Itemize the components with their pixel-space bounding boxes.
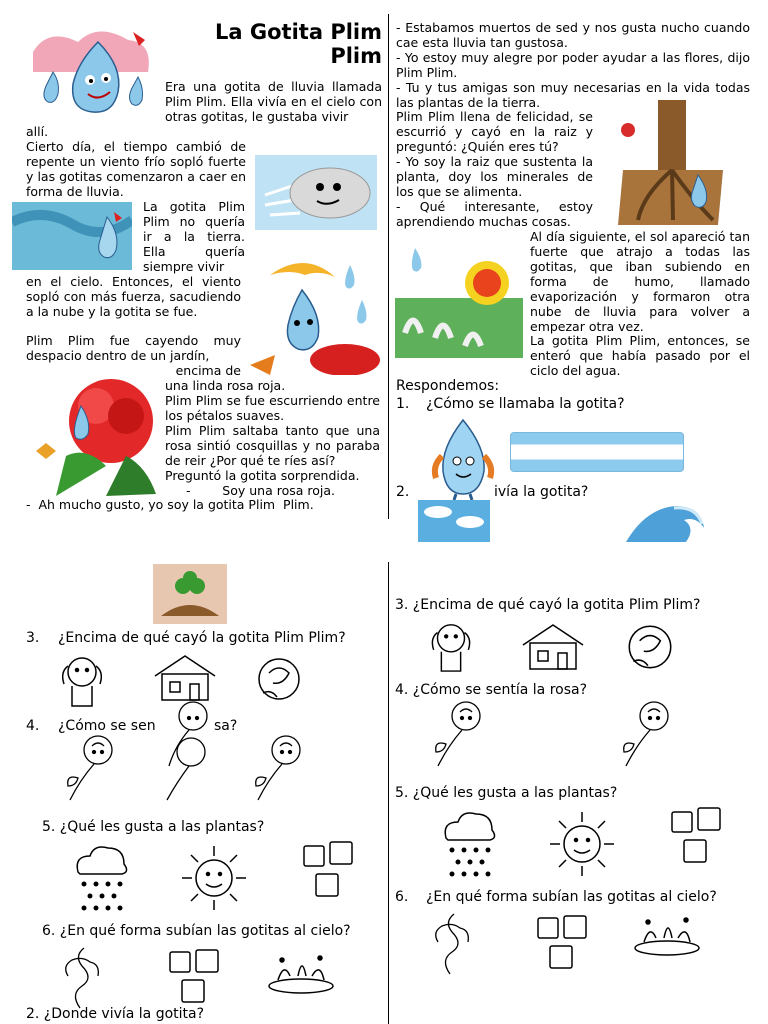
story-paragraph-4b: encima de bbox=[175, 363, 241, 378]
house-option-icon[interactable] bbox=[150, 652, 220, 702]
rose-option-icon-right[interactable] bbox=[622, 620, 678, 676]
gotita-character bbox=[428, 416, 498, 501]
left-question-4-number: 4. bbox=[26, 718, 40, 734]
question-2-partial: ivía la gotita? bbox=[494, 484, 589, 500]
rose-feeling-option-3[interactable] bbox=[248, 730, 310, 804]
rose-feeling-option-2[interactable] bbox=[155, 696, 219, 804]
column-divider-top bbox=[388, 14, 389, 519]
splash-option-icon[interactable] bbox=[264, 952, 338, 996]
steam-option-icon-right[interactable] bbox=[430, 912, 476, 976]
story-dialogue-1: - Estabamos muertos de sed y nos gusta nucho cuando cae esta lluvia tan gustosa. bbox=[396, 20, 750, 50]
story-dialogue-interesting: - Qué interesante, estoy aprendiendo muchas cosas. bbox=[396, 199, 593, 229]
story-paragraph-sun: Al día siguiente, el sol apareció tan fuerte que atrajo a todas las gotitas, que iban subiendo en forma de humo, llamado evaporización y formaron otra nube de lluvia para volver a empezar otra vez. bbox=[530, 229, 750, 334]
sky-clouds-option bbox=[418, 500, 490, 542]
tree-root-illustration bbox=[603, 100, 738, 225]
right-question-6-number: 6. bbox=[395, 889, 409, 905]
steam-option-icon[interactable] bbox=[60, 946, 106, 1010]
ice-cubes-rise-option-icon-right[interactable] bbox=[534, 912, 594, 974]
soil-sprout-illustration bbox=[153, 564, 227, 624]
dog-option-icon-right[interactable] bbox=[424, 616, 478, 676]
story-dialogue-root: - Yo soy la raiz que sustenta la planta, doy los minerales de los que se alimenta. bbox=[396, 154, 593, 199]
ice-cubes-rise-option-icon[interactable] bbox=[166, 946, 226, 1008]
rose-feeling-option-1[interactable] bbox=[60, 730, 122, 804]
story-paragraph-3: La gotita Plim Plim no quería ir a la tierra. Ella quería siempre vivir bbox=[143, 199, 245, 274]
ocean-wave-option bbox=[626, 498, 708, 542]
story-paragraph-9: - Ah mucho gusto, yo soy la gotita Plim Plim. bbox=[26, 497, 314, 512]
left-question-3-number: 3. bbox=[26, 630, 40, 646]
ice-cubes-option-icon[interactable] bbox=[300, 838, 358, 902]
story-paragraph-7: Preguntó la gotita sorprendida. bbox=[165, 468, 360, 483]
left-question-3: ¿Encima de qué cayó la gotita Plim Plim? bbox=[58, 630, 346, 646]
story-paragraph-2: Cierto día, el tiempo cambió de repente un viento frío sopló fuerte y las gotitas comenzaron a caer en forma de lluvia. bbox=[26, 139, 246, 199]
answer-box-name[interactable] bbox=[510, 432, 684, 472]
story-title: La Gotita Plim Plim bbox=[215, 20, 382, 68]
left-question-4-end: sa? bbox=[214, 718, 238, 734]
right-question-6: ¿En qué forma subían las gotitas al cielo? bbox=[426, 889, 717, 905]
gotita-rain-illustration bbox=[28, 22, 158, 115]
story-paragraph-root-question: Plim Plim llena de felicidad, se escurrió y cayó en la raiz y preguntó: ¿Quién eres tú? bbox=[396, 109, 593, 154]
rain-cloud-option-icon[interactable] bbox=[72, 842, 130, 914]
rain-drops-illustration bbox=[12, 202, 132, 270]
ice-cubes-option-icon-right[interactable] bbox=[668, 804, 726, 868]
story-paragraph-4: Plim Plim fue cayendo muy despacio dentro de un jardín, bbox=[26, 333, 241, 363]
question-1-number: 1. bbox=[396, 396, 410, 412]
sun-option-icon[interactable] bbox=[176, 842, 252, 914]
right-question-5: 5. ¿Qué les gusta a las plantas? bbox=[395, 785, 618, 801]
story-paragraph-ending: La gotita Plim Plim, entonces, se enteró que había pasado por el ciclo del agua. bbox=[530, 333, 750, 378]
left-question-2: 2. ¿Donde vivía la gotita? bbox=[26, 1006, 205, 1022]
dog-option-icon[interactable] bbox=[54, 650, 110, 710]
left-question-4-start: ¿Cómo se sen bbox=[58, 718, 156, 734]
column-divider-bottom bbox=[388, 562, 389, 1024]
story-paragraph-5: Plim Plim se fue escurriendo entre los pétalos suaves. bbox=[165, 393, 380, 423]
quiz-heading: Respondemos: bbox=[396, 378, 500, 394]
story-paragraph-6: Plim Plim saltaba tanto que una rosa sintió cosquillas y no paraba de reir ¿Por qué te ríes así? bbox=[165, 423, 380, 468]
right-question-4: 4. ¿Cómo se sentía la rosa? bbox=[395, 682, 588, 698]
rain-cloud-option-icon-right[interactable] bbox=[440, 808, 498, 880]
sun-evaporation-illustration bbox=[395, 238, 523, 358]
question-2-number: 2. bbox=[396, 484, 410, 500]
story-dialogue-2: - Yo estoy muy alegre por poder ayudar a las flores, dijo Plim Plim. bbox=[396, 50, 750, 80]
story-dialogue-3: - Tu y tus amigas son muy necesarias en la vida todas las plantas de la tierra. bbox=[396, 80, 750, 110]
question-1: ¿Cómo se llamaba la gotita? bbox=[426, 396, 625, 412]
story-paragraph-1: Era una gotita de lluvia llamada Plim Plim. Ella vivía en el cielo con otras gotitas, le gustaba vivir bbox=[165, 79, 382, 124]
story-paragraph-3b: en el cielo. Entonces, el viento sopló con más fuerza, sacudiendo a la nube y la gotita se fue. bbox=[26, 274, 241, 319]
left-question-6: 6. ¿En qué forma subían las gotitas al cielo? bbox=[42, 923, 351, 939]
splash-option-icon-right[interactable] bbox=[630, 914, 704, 958]
rose-feeling-option-right-1[interactable] bbox=[428, 696, 490, 770]
right-question-3: 3. ¿Encima de qué cayó la gotita Plim Plim? bbox=[395, 597, 701, 613]
story-paragraph-1-end: allí. bbox=[26, 124, 49, 139]
falling-drop-parachute-illustration bbox=[250, 255, 380, 375]
rose-option-icon[interactable] bbox=[253, 653, 305, 707]
rose-feeling-option-right-2[interactable] bbox=[616, 696, 678, 770]
house-option-icon-right[interactable] bbox=[518, 620, 588, 672]
left-question-5: 5. ¿Qué les gusta a las plantas? bbox=[42, 819, 265, 835]
red-rose-illustration bbox=[26, 376, 158, 496]
story-paragraph-8: - Soy una rosa roja. bbox=[186, 483, 336, 498]
sun-option-icon-right[interactable] bbox=[544, 808, 620, 880]
story-paragraph-4c: una linda rosa roja. bbox=[165, 378, 286, 393]
wind-cloud-illustration bbox=[255, 155, 377, 230]
